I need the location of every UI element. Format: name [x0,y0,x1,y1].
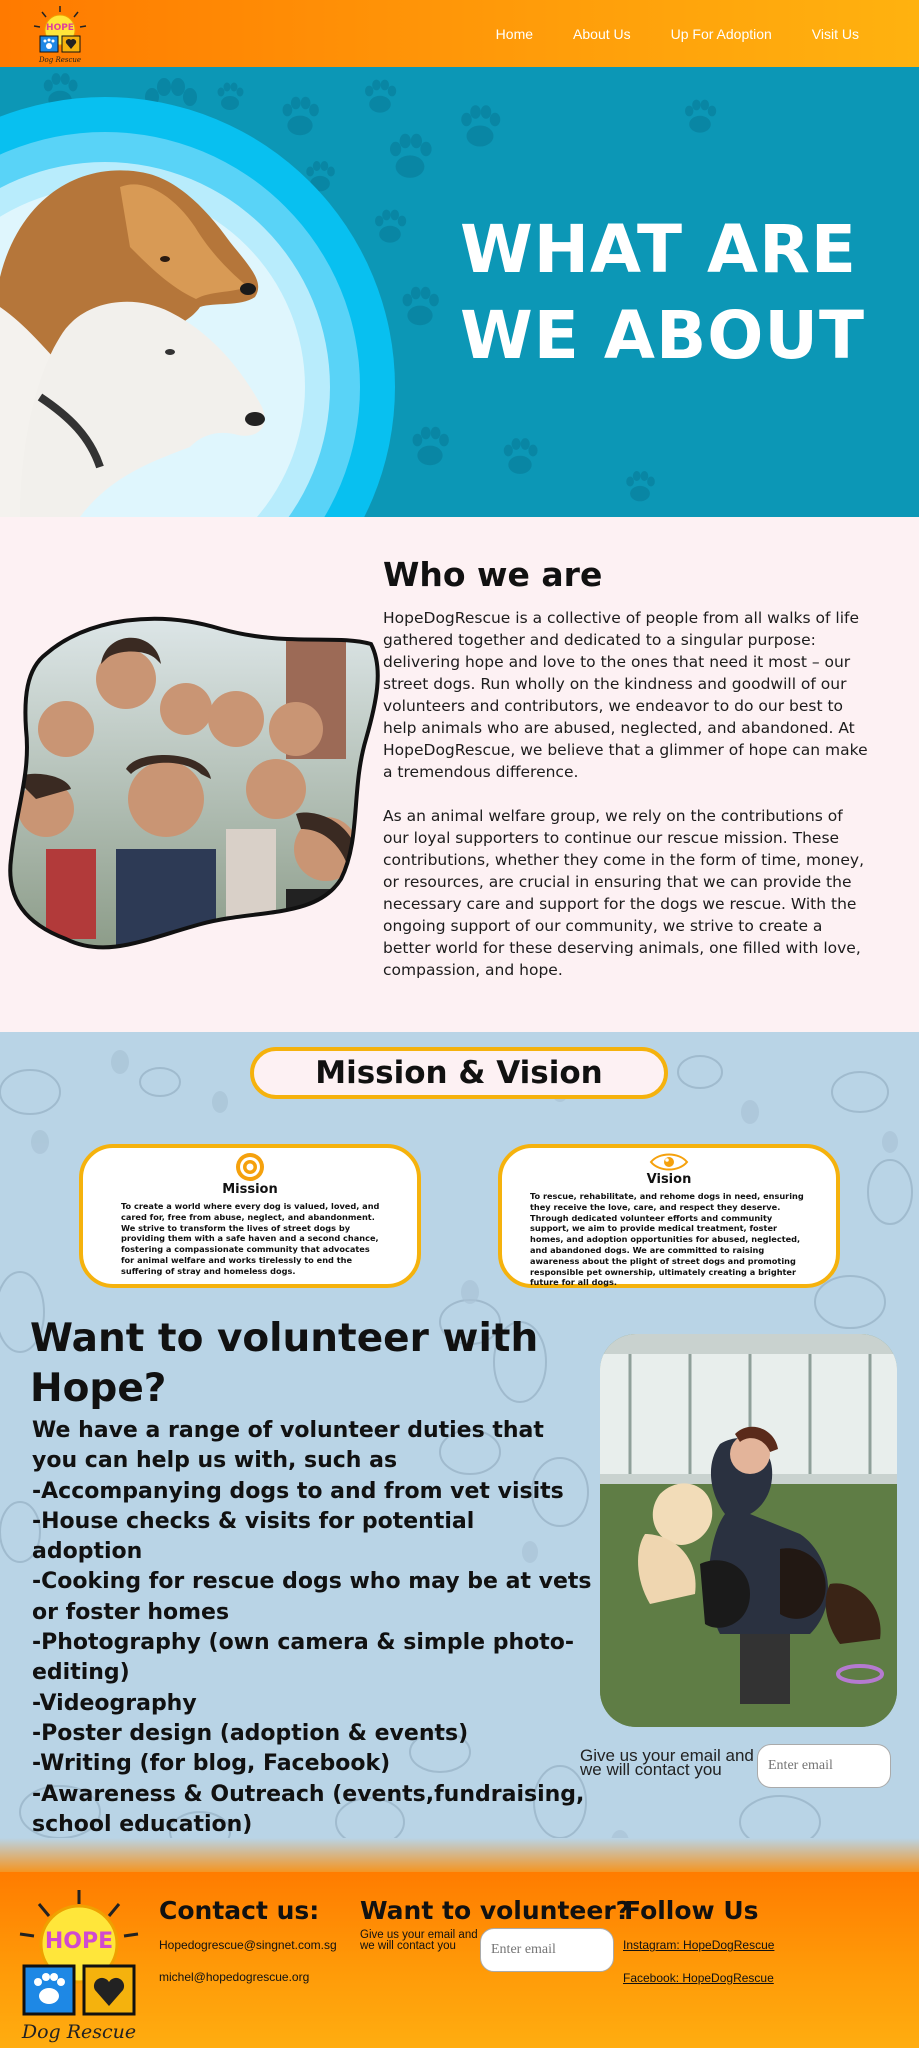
mission-volunteer-section [0,1032,919,1860]
facebook-link[interactable]: Facebook: HopeDogRescue [623,1971,774,1985]
nav-up-for-adoption[interactable]: Up For Adoption [670,25,772,42]
contact-heading: Contact us: [159,1896,320,1925]
volunteer-email-prompt: Give us your email and we will contact you [580,1746,754,1779]
hero-banner [0,67,919,517]
vision-title: Vision [646,1172,692,1187]
list-item: -Photography (own camera & simple photo-editing) [32,1630,574,1686]
nav-links [496,0,859,67]
footer-email-input[interactable] [480,1928,614,1972]
who-we-are-section [0,517,919,1032]
volunteer-intro: We have a range of volunteer duties that you can help us with, such as [32,1418,544,1474]
nav-visit-us[interactable]: Visit Us [811,25,859,42]
volunteer-duties-list [32,1416,592,1840]
follow-us-heading: Follow Us [624,1896,759,1925]
volunteer-photo [600,1334,897,1727]
who-we-are-text [383,607,873,1003]
hero-title [460,207,900,379]
footer-logo-text: HOPE [44,1929,114,1954]
site-logo[interactable] [30,4,90,64]
contact-email-1[interactable]: Hopedogrescue@singnet.com.sg [159,1938,337,1952]
nav-home[interactable]: Home [495,25,534,42]
footer-logo[interactable] [14,1886,144,2046]
instagram-link[interactable]: Instagram: HopeDogRescue [623,1938,775,1952]
contact-email-2[interactable]: michel@hopedogrescue.org [159,1970,310,1984]
vision-card [498,1144,840,1288]
footer-email-prompt: Give us your email and we will contact you [360,1929,478,1952]
eye-icon [649,1152,689,1172]
hero-title-line2: WE ABOUT [460,297,865,374]
who-paragraph-1: HopeDogRescue is a collective of people from all walks of life gathered together and dedicated to a singular purpose: delivering hope and love to the ones that need it most – our street dogs. Run wholly on the kindness and goodwill of our volunteers and contributors, we endeavor to do our best to help animals who are abused, neglected, and abandoned. At HopeDogRescue, we believe that a glimmer of hope can make a tremendous difference. [383,609,868,781]
mission-vision-heading: Mission & Vision [250,1047,668,1099]
nav-about-us[interactable]: About Us [573,25,631,42]
group-photo [6,609,381,959]
footer-volunteer-heading: Want to volunteer? [360,1896,631,1925]
mission-text: To create a world where every dog is valued, loved, and cared for, free from abuse, neglect, and abandonment. We strive to transform the lives of street dogs by providing them with a safe haven and a second chance, fostering a compassionate community that advocates for animal welfare and works tirelessly to end the suffering of stray and homeless dogs. [121,1201,380,1276]
list-item: -House checks & visits for potential adoption [32,1508,475,1565]
top-nav [0,0,919,67]
list-item: -Awareness & Outreach (events,fundraising, school education) [32,1781,585,1837]
who-we-are-title: Who we are [383,555,603,594]
footer-logo-subtext: Dog Rescue [21,2021,137,2043]
hero-title-line1: WHAT ARE [460,211,857,288]
target-icon [233,1152,267,1182]
list-item: -Cooking for rescue dogs who may be at vets or foster homes [32,1569,592,1625]
list-item: -Videography [32,1690,197,1716]
volunteer-email-input[interactable] [757,1744,891,1788]
logo-subtext: Dog Rescue [38,56,82,64]
mission-title: Mission [222,1182,278,1197]
list-item: -Poster design (adoption & events) [32,1720,469,1746]
dog-hero-image [0,67,400,517]
logo-text: HOPE [46,23,74,33]
volunteer-with-puppies-image [600,1334,897,1727]
mission-card [79,1144,421,1288]
list-item: -Writing (for blog, Facebook) [32,1751,391,1777]
volunteer-title: Want to volunteer with Hope? [30,1316,539,1411]
footer [0,1872,919,2048]
who-paragraph-2: As an animal welfare group, we rely on the contributions of our loyal supporters to continue our rescue mission. These contributions, whether they come in the form of time, money, or resources, are crucial in ensuring that we can provide the necessary care and support for the dogs we rescue. With the ongoing support of our community, we strive to create a better world for these deserving animals, one filled with love, compassion, and hope. [383,807,865,979]
list-item: -Accompanying dogs to and from vet visits [32,1478,564,1504]
vision-text: To rescue, rehabilitate, and rehome dogs in need, ensuring they receive the love, care, and respect they deserve. Through dedicated volunteer efforts and community support, we aim to provide medical treatment, foster homes, and adoption opportunities for abused, neglected, and abandoned dogs. We are committed to raising awareness about the plight of street dogs and promoting responsible pet ownership, ultimately creating a brighter future for all dogs. [530,1191,804,1288]
